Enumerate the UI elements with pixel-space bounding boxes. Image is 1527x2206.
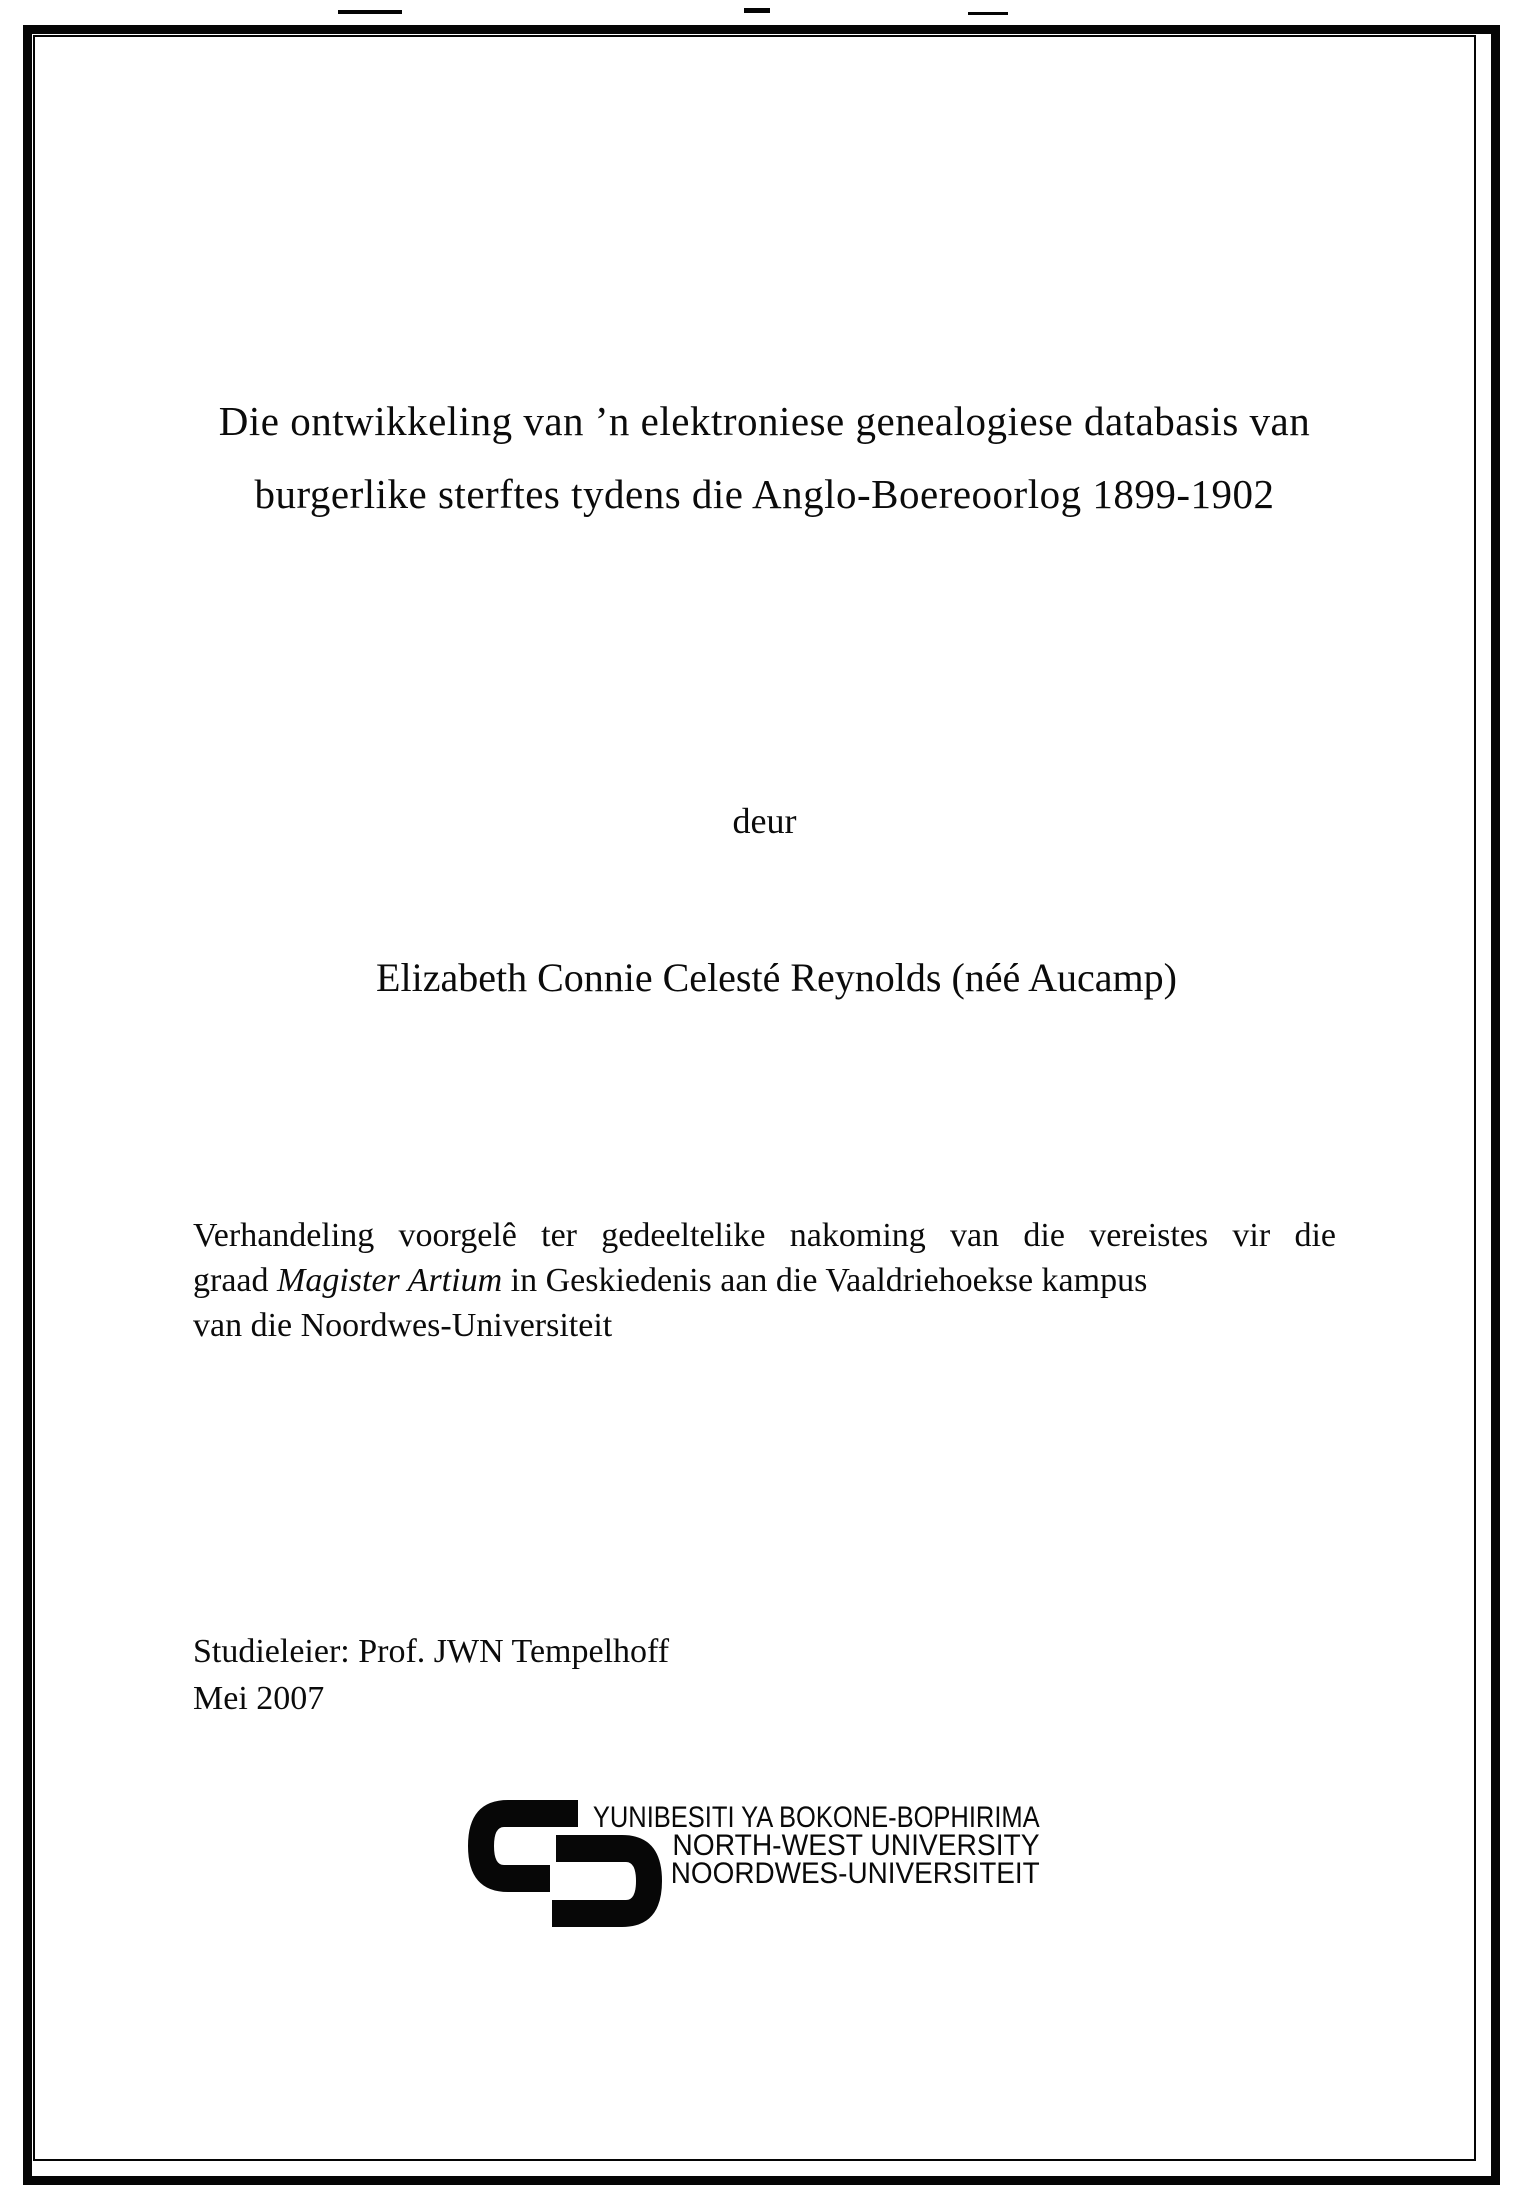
byline-deur: deur — [732, 801, 797, 841]
logo-text-afrikaans: NOORDWES-UNIVERSITEIT — [671, 1857, 1040, 1890]
declaration-line-2-before: graad — [193, 1262, 278, 1299]
degree-name-italic: Magister Artium — [277, 1262, 503, 1299]
declaration-line-2-after: in Geskiedenis aan die Vaaldriehoekse kampus — [502, 1262, 1148, 1299]
logo-text-setswana: YUNIBESITI YA BOKONE-BOPHIRIMA — [593, 1801, 1040, 1834]
logo-text-english: NORTH-WEST UNIVERSITY — [672, 1829, 1040, 1862]
author-name: Elizabeth Connie Celesté Reynolds (néé Aucamp) — [376, 955, 1177, 1000]
date-line: Mei 2007 — [193, 1680, 325, 1717]
supervisor-line: Studieleier: Prof. JWN Tempelhoff — [193, 1633, 670, 1670]
declaration-line-1: Verhandeling voorgelê ter gedeeltelike nakoming van die vereistes vir die — [193, 1217, 1336, 1254]
thesis-title-line-1: Die ontwikkeling van ’n elektroniese genealogiese databasis van — [218, 398, 1311, 444]
university-logo-text — [514, 1801, 1040, 1890]
thesis-title-line-2: burgerlike sterftes tydens die Anglo-Boereoorlog 1899-1902 — [254, 471, 1275, 517]
declaration-line-3: van die Noordwes-Universiteit — [193, 1307, 613, 1344]
